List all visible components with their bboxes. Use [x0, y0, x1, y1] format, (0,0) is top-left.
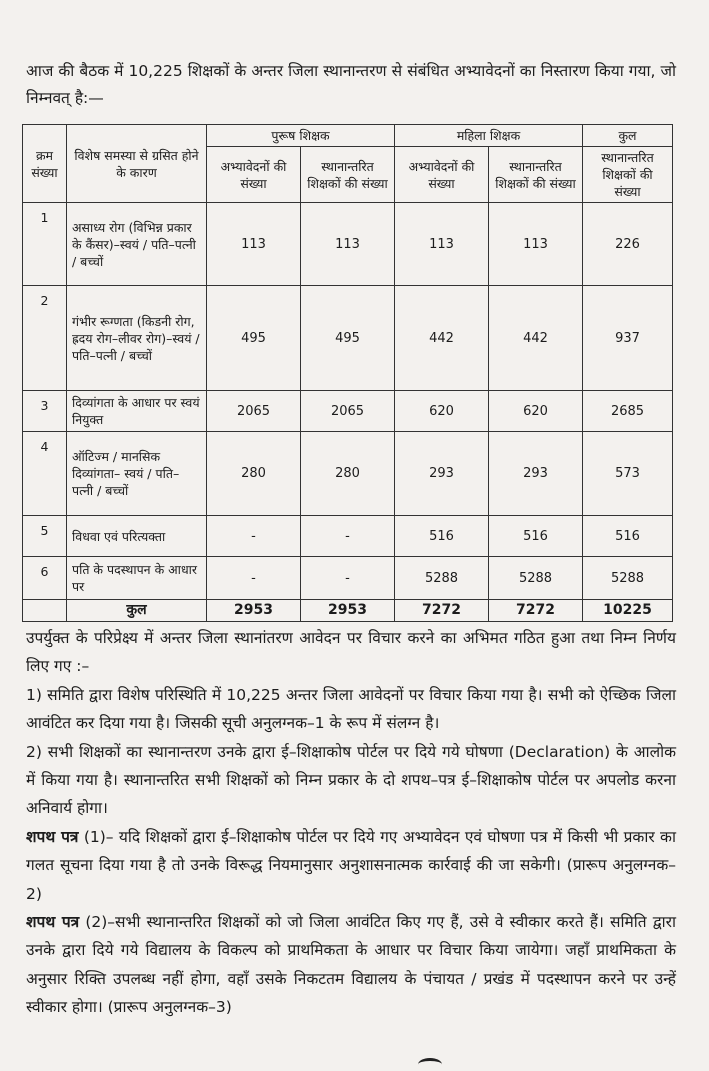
male-applications-cell: 280 [207, 432, 301, 516]
affidavit-1-label: शपथ पत्र [26, 827, 79, 846]
total-transferred-cell: 226 [583, 203, 673, 286]
male-transferred-cell: 113 [301, 203, 395, 286]
header-total-transferred: स्थानान्तरित शिक्षकों की संख्या [583, 147, 673, 203]
intro-paragraph: आज की बैठक में 10,225 शिक्षकों के अन्तर जिला स्थानान्तरण से संबंधित अभ्यावेदनों का निस्तारण किया गया, जो निम्नवत् है:— [26, 62, 676, 107]
affidavit-2-text: (2)–सभी स्थानान्तरित शिक्षकों को जो जिला आवंटित किए गए हैं, उसे वे स्वीकार करते हैं। समिति द्वारा उनके द्वारा दिये गये विद्यालय के विकल्प को प्राथमिकता के आधार पर विचार किया जायेगा। जहाँ प्राथमिकता के अनुसार रिक्ति उपलब्ध नहीं होगा, वहाँ उसके निकटतम विद्यालय के पंचायत / प्रखंड में पदस्थापन करने पर उन्हें स्वीकार होगा। (प्रारूप अनुलग्नक–3) [26, 913, 676, 1017]
affidavit-2-paragraph [26, 908, 676, 1022]
male-transferred-cell: - [301, 557, 395, 600]
decision-2-paragraph: 2) सभी शिक्षकों का स्थानान्तरण उनके द्वारा ई–शिक्षाकोष पोर्टल पर दिये गये घोषणा (Declaration) के आलोक में किया गया है। स्थानान्तरित सभी शिक्षकों को निम्न प्रकार के दो शपथ–पत्र ई–शिक्षाकोष पोर्टल पर अपलोड करना अनिवार्य होगा। [26, 742, 676, 818]
header-male-applications: अभ्यावेदनों की संख्या [207, 147, 301, 203]
male-transferred-cell: 495 [301, 286, 395, 391]
male-transferred-cell: - [301, 516, 395, 557]
grand-total-cell: 10225 [583, 600, 673, 622]
cut-off-signature-mark [418, 1058, 442, 1071]
table-row [23, 203, 673, 286]
header-male-teachers: पुरूष शिक्षक [207, 125, 395, 147]
female-transferred-cell: 516 [489, 516, 583, 557]
transfer-summary-table [22, 124, 673, 622]
cause-cell: पति के पदस्थापन के आधार पर [67, 557, 207, 600]
table-row [23, 432, 673, 516]
header-female-applications: अभ्यावेदनों की संख्या [395, 147, 489, 203]
decision-1-paragraph: 1) समिति द्वारा विशेष परिस्थिति में 10,225 अन्तर जिला आवेदनों पर विचार किया गया है। सभी को ऐच्छिक जिला आवंटित कर दिया गया है। जिसकी सूची अनुलग्नक–1 के रूप में संलग्न है। [26, 685, 676, 733]
header-cause: विशेष समस्या से ग्रसित होने के कारण [67, 125, 207, 203]
cause-cell: दिव्यांगता के आधार पर स्वयं नियुक्त [67, 391, 207, 432]
female-transferred-cell: 620 [489, 391, 583, 432]
female-transferred-cell: 293 [489, 432, 583, 516]
total-blank-cell [23, 600, 67, 622]
serial-cell: 4 [23, 432, 67, 516]
cause-cell: गंभीर रूग्णता (किडनी रोग, ह्रदय रोग–लीवर रोग)–स्वयं / पति–पत्नी / बच्चों [67, 286, 207, 391]
total-transferred-cell: 516 [583, 516, 673, 557]
table-row [23, 286, 673, 391]
female-transferred-cell: 5288 [489, 557, 583, 600]
table-row [23, 516, 673, 557]
affidavit-1-paragraph [26, 823, 676, 908]
serial-cell: 2 [23, 286, 67, 391]
female-applications-cell: 293 [395, 432, 489, 516]
male-applications-cell: 113 [207, 203, 301, 286]
female-applications-cell: 113 [395, 203, 489, 286]
male-applications-cell: 495 [207, 286, 301, 391]
decision-text [26, 624, 676, 1022]
male-applications-cell: 2065 [207, 391, 301, 432]
cause-cell: असाध्य रोग (विभिन्न प्रकार के कैंसर)–स्वयं / पति–पत्नी / बच्चों [67, 203, 207, 286]
header-male-transferred: स्थानान्तरित शिक्षकों की संख्या [301, 147, 395, 203]
total-label-cell: कुल [67, 600, 207, 622]
total-transferred-cell: 573 [583, 432, 673, 516]
table-row [23, 391, 673, 432]
serial-cell: 6 [23, 557, 67, 600]
cause-cell: ऑटिज्म / मानसिक दिव्यांगता– स्वयं / पति– पत्नी / बच्चों [67, 432, 207, 516]
female-applications-cell: 442 [395, 286, 489, 391]
header-female-teachers: महिला शिक्षक [395, 125, 583, 147]
header-female-transferred: स्थानान्तरित शिक्षकों की संख्या [489, 147, 583, 203]
male-transferred-cell: 2065 [301, 391, 395, 432]
header-serial: क्रम संख्या [23, 125, 67, 203]
table-row [23, 557, 673, 600]
context-paragraph: उपर्युक्त के परिप्रेक्ष्य में अन्तर जिला स्थानांतरण आवेदन पर विचार करने का अभिमत गठित हुआ तथा निम्न निर्णय लिए गए :– [26, 629, 676, 676]
affidavit-2-label: शपथ पत्र [26, 913, 80, 932]
serial-cell: 3 [23, 391, 67, 432]
male-applications-cell: - [207, 557, 301, 600]
total-transferred-cell: 5288 [583, 557, 673, 600]
male-applications-cell: - [207, 516, 301, 557]
total-female-applications-cell: 7272 [395, 600, 489, 622]
header-total: कुल [583, 125, 673, 147]
total-transferred-cell: 937 [583, 286, 673, 391]
total-row [23, 600, 673, 622]
total-male-transferred-cell: 2953 [301, 600, 395, 622]
total-male-applications-cell: 2953 [207, 600, 301, 622]
female-transferred-cell: 113 [489, 203, 583, 286]
serial-cell: 1 [23, 203, 67, 286]
female-transferred-cell: 442 [489, 286, 583, 391]
total-female-transferred-cell: 7272 [489, 600, 583, 622]
male-transferred-cell: 280 [301, 432, 395, 516]
cause-cell: विधवा एवं परित्यक्ता [67, 516, 207, 557]
female-applications-cell: 5288 [395, 557, 489, 600]
female-applications-cell: 620 [395, 391, 489, 432]
total-transferred-cell: 2685 [583, 391, 673, 432]
affidavit-1-text: (1)– यदि शिक्षकों द्वारा ई–शिक्षाकोष पोर्टल पर दिये गए अभ्यावेदन एवं घोषणा पत्र में किसी भी प्रकार का गलत सूचना दिया गया है तो उनके विरूद्ध नियमानुसार अनुशासनात्मक कार्रवाई की जा सकेगी। (प्रारूप अनुलग्नक–2) [26, 827, 676, 903]
female-applications-cell: 516 [395, 516, 489, 557]
serial-cell: 5 [23, 516, 67, 557]
